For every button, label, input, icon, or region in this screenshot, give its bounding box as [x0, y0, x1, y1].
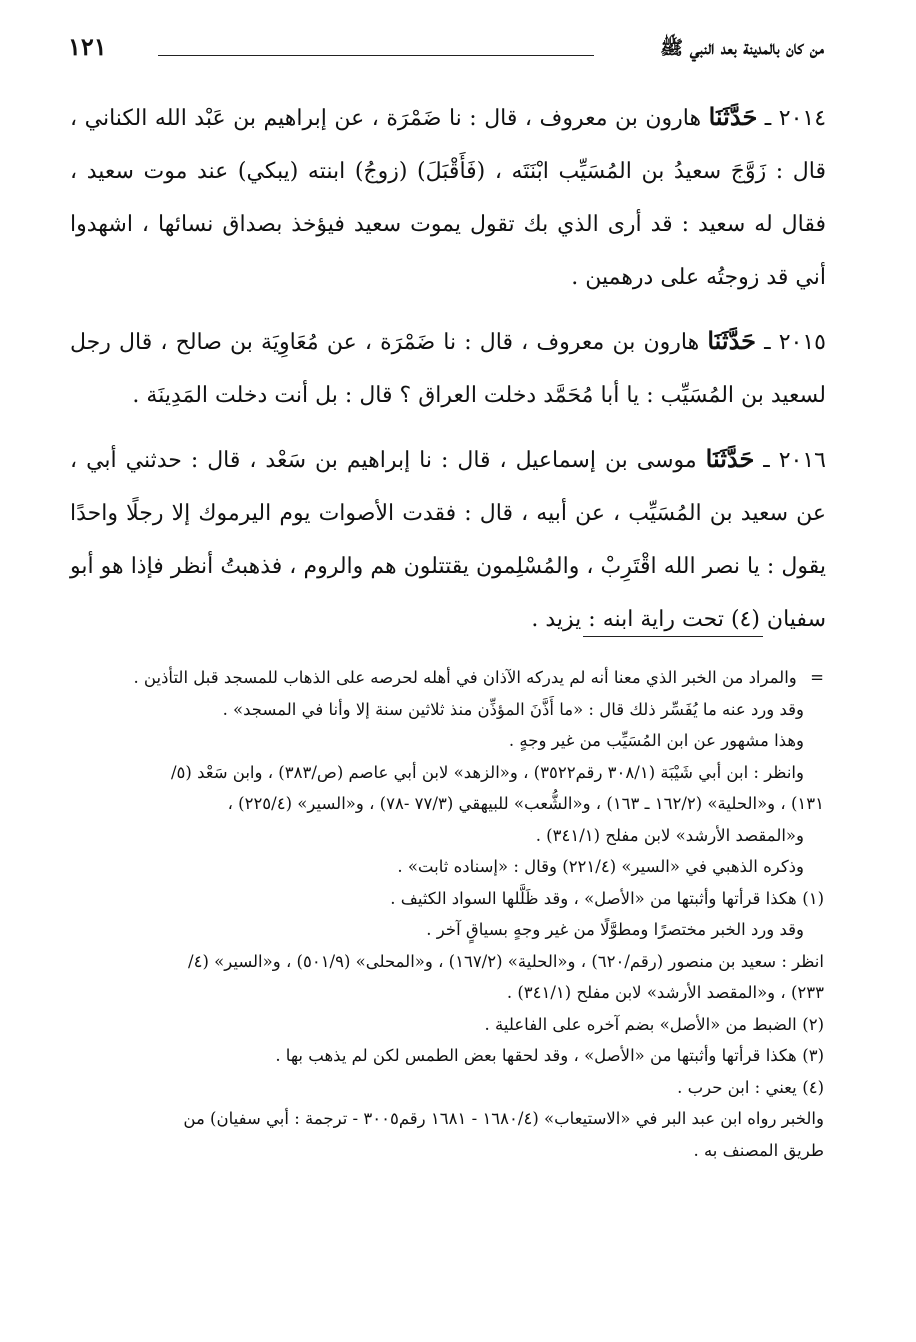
- hadith-2015: ٢٠١٥ ـ حَدَّثَنَا هارون بن معروف ، قال : نا ضَمْرَة ، عن مُعَاوِيَة بن صالح ، قال رجل لسعيد بن المُسَيِّب : يا أبا مُحَمَّد دخلت العراق ؟ قال : بل أنت دخلت المَدِينَة .: [70, 326, 826, 408]
- footnote-text: وقد ورد عنه ما يُفَسِّر ذلك قال : «ما أَذَّنَ المؤذِّن منذ ثلاثين سنة إلا وأنا في المسجد» .: [222, 699, 804, 719]
- hadith-number: ٢٠١٤: [778, 106, 827, 131]
- footnote-separator: [583, 636, 763, 637]
- footnote-line: [58, 977, 824, 1009]
- footnote-line: [58, 694, 824, 726]
- hadith-number: ٢٠١٥: [778, 330, 826, 355]
- hadith-line: موسى بن إسماعيل ، قال : نا إبراهيم بن سَعْد ، قال : حدثني: [125, 448, 697, 473]
- hadith-line: قال رجل لسعيد بن المُسَيِّب : يا أبا مُحَمَّد دخلت العراق ؟ قال : بل أنت: [70, 330, 826, 408]
- footnote-line: [58, 1040, 824, 1072]
- footnote-label: (٤): [802, 1077, 824, 1097]
- hadith-line: نسائها ، اشهدوا أني قد زوجتُه على درهمين .: [70, 212, 826, 290]
- footnote-line: [58, 1135, 824, 1167]
- footnote-text: يعني : ابن حرب .: [677, 1077, 797, 1097]
- hadith-line: أبي ، عن سعيد بن المُسَيِّب ، عن أبيه ، قال : فقدت الأصوات يوم اليرموك إلا رجلًا: [70, 448, 826, 526]
- footnote-line: [58, 757, 824, 789]
- footnote-text: والمراد من الخبر الذي معنا أنه لم يدركه الآذان في أهله لحرصه على الذهاب للمسجد قبل التأذين .: [133, 668, 797, 687]
- hadith-opening: حَدَّثَنَا: [708, 102, 758, 131]
- footnote-text: انظر : سعيد بن منصور (رقم/٦٢٠) ، و«الحلية» (١٦٧/٢) ، و«المحلى» (٥٠١/٩) ، و«السير» (٤/: [188, 951, 824, 971]
- footnote-text: وانظر : ابن أبي شَيْبَة (٣٠٨/١ رقم٣٥٢٢) ، و«الزهد» لابن أبي عاصم (ص/٣٨٣) ، وابن سَعْد (٥/: [170, 762, 804, 782]
- footnote-text: وذكره الذهبي في «السير» (٢٢١/٤) وقال : «إسناده ثابت» .: [397, 857, 804, 876]
- footnote-line: [58, 883, 824, 915]
- footnote-line: [58, 820, 824, 852]
- footnote-text: هكذا قرأتها وأثبتها من «الأصل» ، وقد ظَلَّلها السواد الكثيف .: [390, 888, 797, 908]
- hadith-line: دخلت المَدِينَة .: [132, 383, 268, 408]
- hadith-line: موت سعيد ، فقال له سعيد : قد أرى الذي بك تقول يموت سعيد فيؤخذ بصداق: [70, 159, 827, 237]
- footnote-label: (٣): [802, 1046, 824, 1065]
- footnote-text: ١٣١) ، و«الحلية» (١٦٢/٢ ـ ١٦٣) ، و«الشُّعب» للبيهقي (٧٧/٣ -٧٨) ، و«السير» (٢٢٥/٤) ،: [227, 794, 824, 813]
- footnote-line: [58, 1072, 824, 1104]
- hadith-opening: حَدَّثَنَا: [705, 444, 755, 473]
- hadith-line: واحدًا يقول : يا نصر الله اقْتَرِبْ ، والمُسْلِمون يقتتلون هم والروم ، فذهبتُ أنظر فإذا هو: [70, 501, 827, 579]
- hadith-opening: حَدَّثَنَا: [707, 326, 756, 355]
- footnote-text: و«المقصد الأرشد» لابن مفلح (٣٤١/١) .: [535, 825, 804, 845]
- footnote-text: وقد ورد الخبر مختصرًا ومطوَّلًا من غير وجهٍ بسياقٍ آخر .: [426, 920, 804, 939]
- page-header: [68, 30, 824, 74]
- header-rule: [158, 55, 594, 56]
- page-number: ١٢١: [68, 32, 107, 61]
- footnote-line: [58, 851, 824, 883]
- hadith-line: هارون بن معروف ، قال : نا ضَمْرَة ، عن إبراهيم بن عَبْد الله: [154, 106, 702, 131]
- running-title: من كان بالمدينة بعد النبي ﷺ: [660, 37, 824, 59]
- hadith-line: أبو سفيان (٤) تحت راية ابنه : يزيد .: [70, 554, 826, 632]
- hadith-2016: ٢٠١٦ ـ حَدَّثَنَا موسى بن إسماعيل ، قال : نا إبراهيم بن سَعْد ، قال : حدثني أبي ، عن سعيد بن المُسَيِّب ، عن أبيه ، قال : فقدت الأصوات يوم اليرموك إلا رجلًا واحدًا يقول : يا نصر الله اقْتَرِبْ ، والمُسْلِمون يقتتلون هم والروم ، فذهبتُ أنظر فإذا هو أبو سفيان (٤) تحت راية ابنه : يزيد .: [70, 444, 827, 632]
- footnote-text: والخبر رواه ابن عبد البر في «الاستيعاب» (١٦٨٠/٤ - ١٦٨١ رقم٣٠٠٥ - ترجمة : أبي سفيان) من: [183, 1109, 824, 1128]
- main-text: [70, 90, 826, 656]
- footnote-label: (٢): [802, 1014, 824, 1034]
- footnote-label: =: [810, 668, 824, 687]
- footnote-line: [58, 788, 824, 820]
- footnote-text: وهذا مشهور عن ابن المُسَيِّب من غير وجهٍ .: [508, 731, 804, 750]
- footnote-text: طريق المصنف به .: [693, 1140, 824, 1160]
- hadith-line: الكناني ، قال : زَوَّجَ سعيدُ بن المُسَيِّب ابْنَتَه ، (فَأَقْبَلَ) (زوجُ) ابنته (يبكي) عند: [70, 106, 826, 184]
- footnote-line: [58, 1009, 824, 1041]
- footnote-line: [58, 1103, 824, 1135]
- footnotes: [58, 662, 824, 1166]
- footnote-line: [58, 662, 824, 694]
- footnote-label: (١): [802, 888, 824, 908]
- footnote-text: ٢٣٣) ، و«المقصد الأرشد» لابن مفلح (٣٤١/١) .: [506, 983, 824, 1002]
- hadith-2014: ٢٠١٤ ـ حَدَّثَنَا هارون بن معروف ، قال : نا ضَمْرَة ، عن إبراهيم بن عَبْد الله الكناني ، قال : زَوَّجَ سعيدُ بن المُسَيِّب ابْنَتَه ، (فَأَقْبَلَ) (زوجُ) ابنته (يبكي) عند موت سعيد ، فقال له سعيد : قد أرى الذي بك تقول يموت سعيد فيؤخذ بصداق نسائها ، اشهدوا أني قد زوجتُه على درهمين .: [70, 102, 827, 290]
- footnote-text: الضبط من «الأصل» بضم آخره على الفاعلية .: [484, 1014, 797, 1034]
- footnote-line: [58, 725, 824, 757]
- hadith-line: هارون بن معروف ، قال : نا ضَمْرَة ، عن مُعَاوِيَة بن صالح ،: [160, 330, 700, 355]
- hadith-number: ٢٠١٦: [778, 448, 826, 473]
- footnote-line: [58, 914, 824, 946]
- footnote-text: هكذا قرأتها وأثبتها من «الأصل» ، وقد لحقها بعض الطمس لكن لم يذهب بها .: [275, 1046, 797, 1065]
- footnote-line: [58, 946, 824, 978]
